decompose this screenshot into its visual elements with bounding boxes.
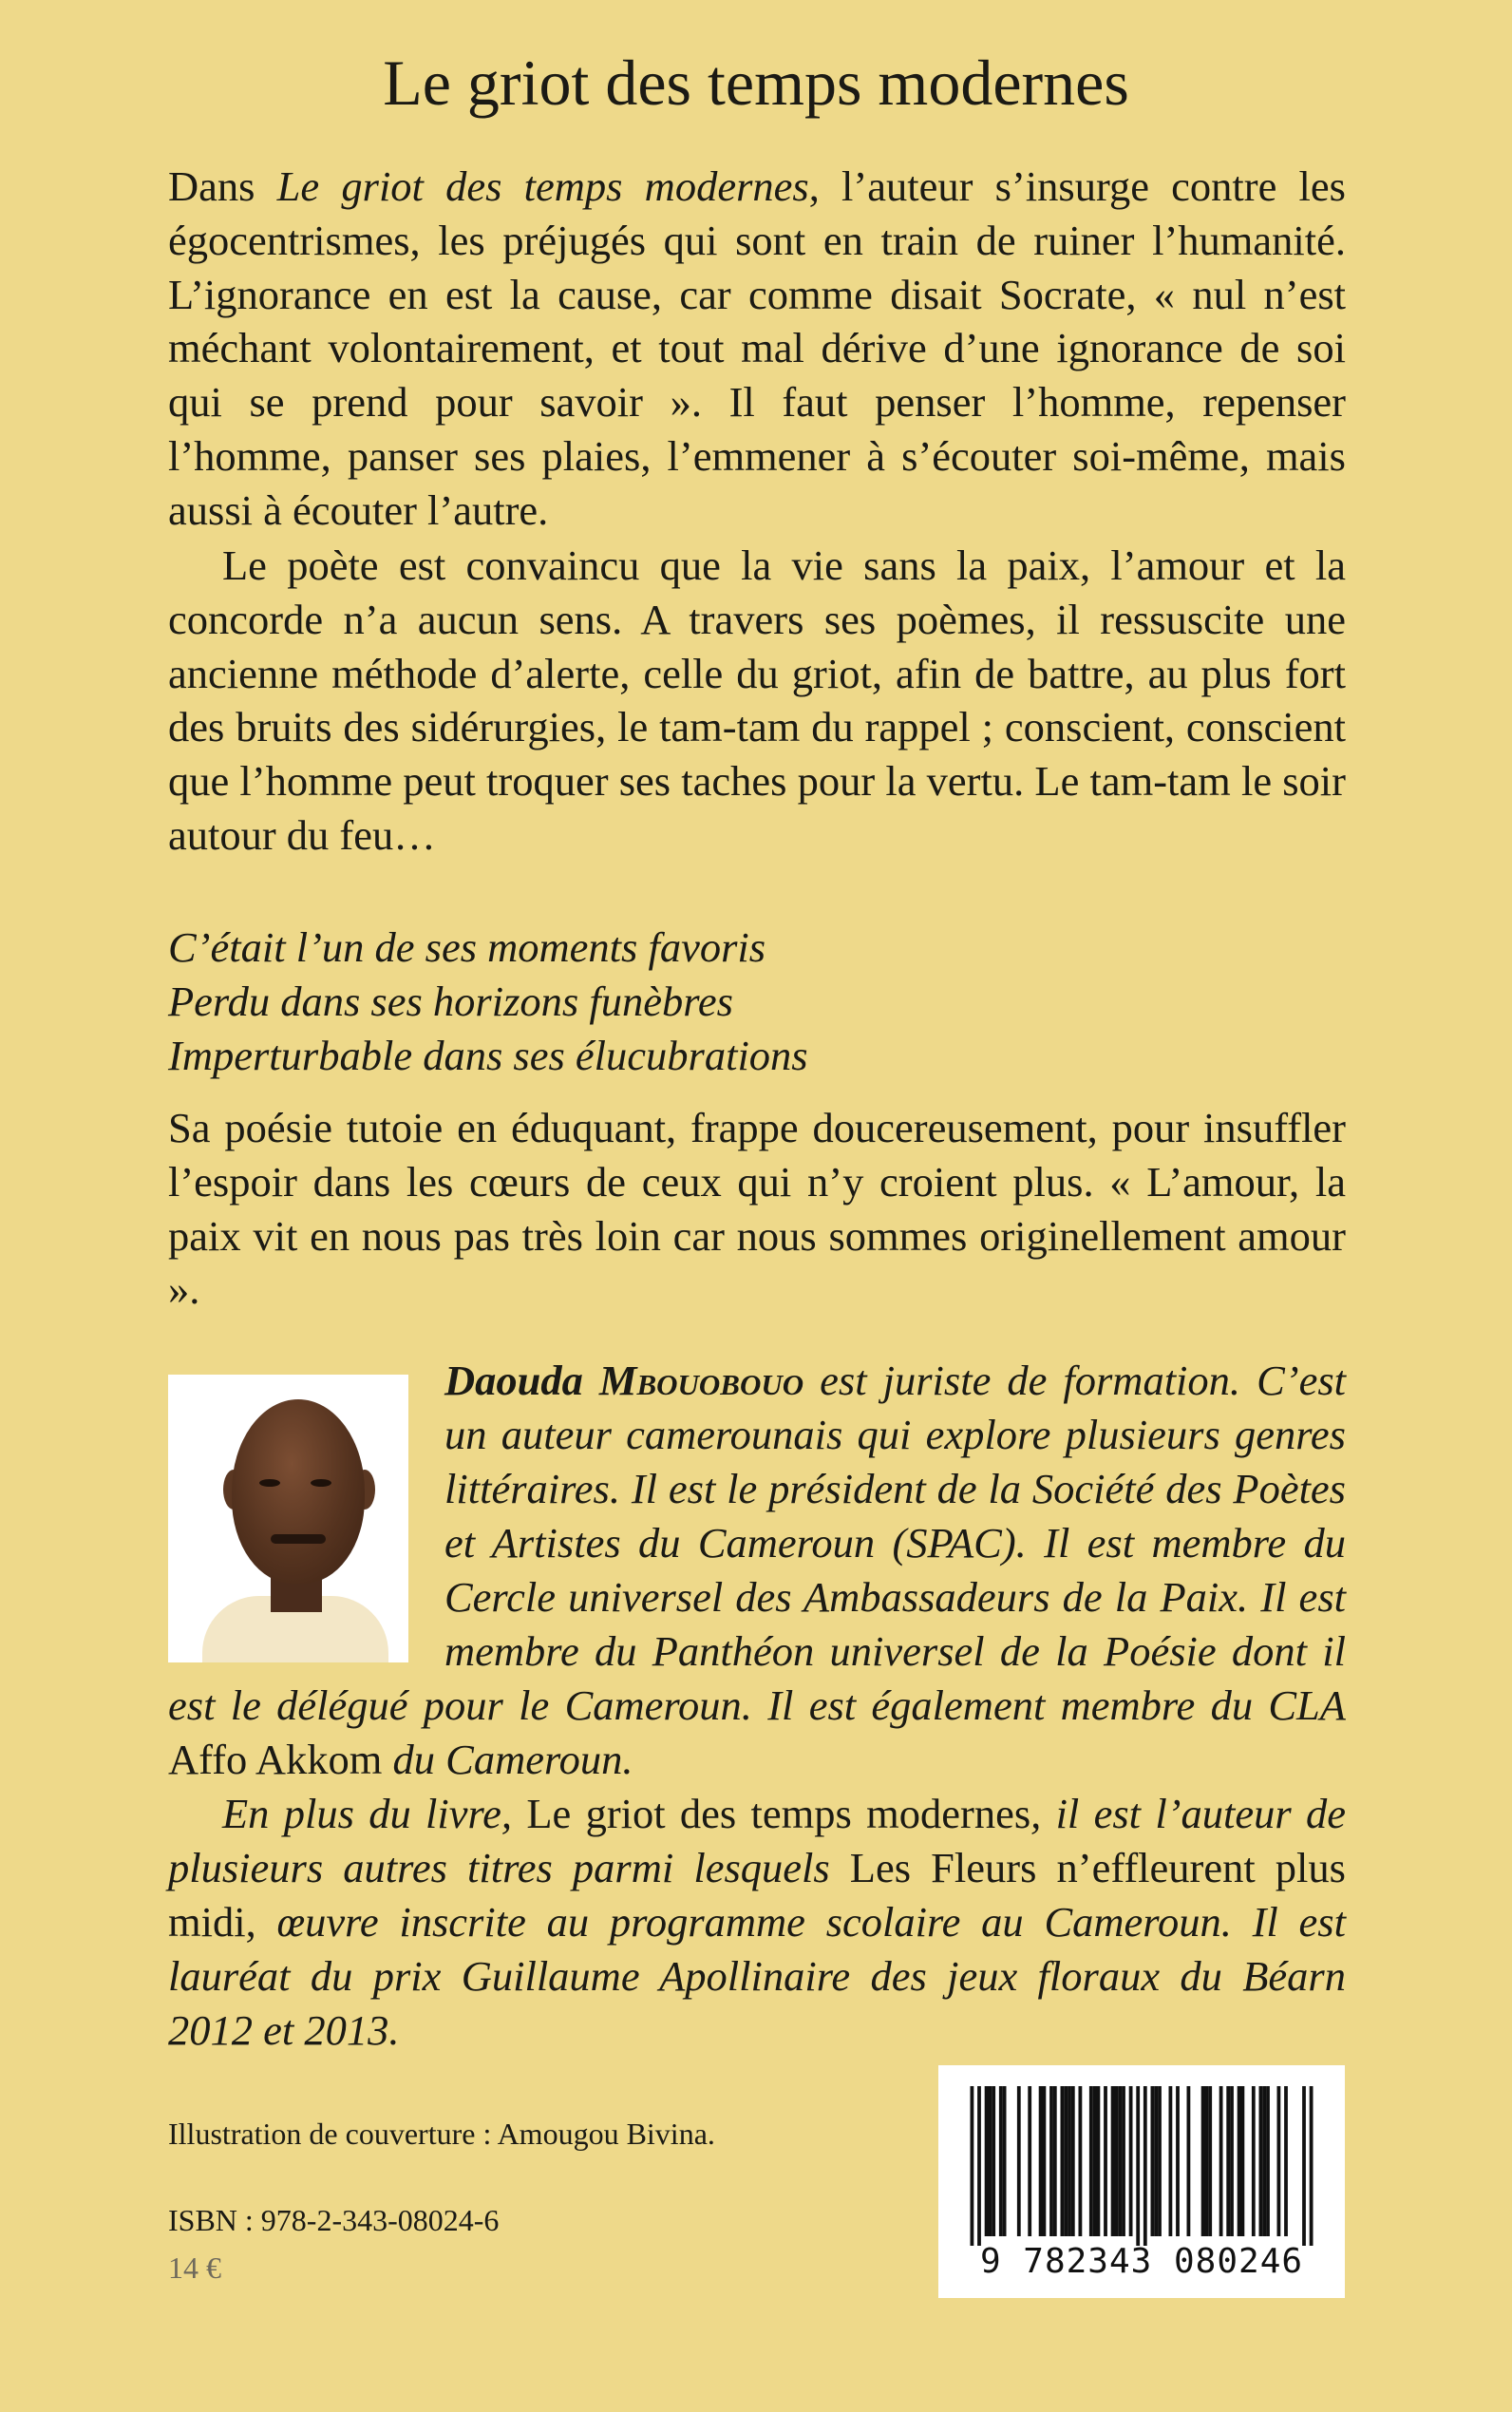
barcode-bar <box>1302 2086 1306 2246</box>
bio-p2-b: , il est l’auteur de plusieurs autres titres parmi lesquels <box>168 1790 1346 1891</box>
isbn: ISBN : 978-2-343-08024-6 <box>168 2203 500 2237</box>
barcode-bar <box>1205 2086 1209 2236</box>
barcode-bar <box>1097 2086 1101 2236</box>
barcode-bar <box>1154 2086 1158 2236</box>
barcode-bar <box>1118 2086 1122 2236</box>
paragraph-lead: Dans <box>168 162 277 210</box>
barcode-bar <box>1277 2086 1281 2236</box>
barcode-bar <box>1079 2086 1083 2236</box>
author-bio <box>168 1354 1346 2058</box>
bio-p2-title2: Les Fleurs n’effleurent plus midi, <box>168 1844 1346 1946</box>
bio-p2-c: œuvre inscrite au programme scolaire au Cameroun. Il est lauréat du prix Guillaume Apollinaire des jeux floraux du Béarn 2012 et 2013. <box>168 1898 1346 2054</box>
barcode-bar <box>992 2086 995 2236</box>
barcode-bar <box>1252 2086 1256 2236</box>
barcode-bar <box>1201 2086 1205 2236</box>
barcode-bar <box>977 2086 981 2246</box>
barcode-bar <box>1003 2086 1007 2236</box>
barcode-bar <box>989 2086 992 2236</box>
barcode-bar <box>1310 2086 1314 2246</box>
barcode-bar <box>1226 2086 1230 2236</box>
barcode <box>938 2065 1345 2298</box>
summary-paragraph-1 <box>168 160 1346 538</box>
cover-credit: Illustration de couverture : Amougou Bivina. <box>168 2117 715 2151</box>
paragraph-3-text: Sa poésie tutoie en éduquant, frappe doucereusement, pour insuffler l’espoir dans les cœurs de ceux qui n’y croient plus. « L’amour, la paix vit en nous pas très loin car nous sommes originellement amour ». <box>168 1104 1346 1314</box>
barcode-bar <box>1053 2086 1057 2236</box>
author-first-name: Daouda <box>444 1357 583 1404</box>
barcode-bar <box>1017 2086 1021 2236</box>
book-title: Le griot des temps modernes <box>383 47 1129 119</box>
barcode-bar <box>1151 2086 1155 2236</box>
barcode-bar <box>1284 2086 1288 2236</box>
barcode-bar <box>971 2086 974 2246</box>
barcode-bar <box>1104 2086 1107 2236</box>
barcode-bar <box>1259 2086 1263 2236</box>
barcode-bar <box>1241 2086 1245 2236</box>
author-photo <box>168 1375 408 1662</box>
bio-p2-title1: Le griot des temps modernes <box>526 1790 1031 1837</box>
barcode-bar <box>999 2086 1003 2236</box>
verse-line: Perdu dans ses horizons funèbres <box>168 978 733 1025</box>
verse-line: Imperturbable dans ses élucubrations <box>168 1032 808 1079</box>
summary-paragraph-3 <box>168 1101 1346 1317</box>
poem-excerpt <box>168 921 808 1083</box>
barcode-bar <box>1039 2086 1043 2236</box>
barcode-bar <box>1143 2086 1147 2246</box>
barcode-bar <box>1093 2086 1097 2236</box>
bio-text-a: est juriste de formation. C’est un auteur camerounais qui explore plusieurs genres littéraires. Il est le président de la Société des Poètes et Artistes du Cameroun (SPAC). Il est membre du Cercle universel des Ambassadeurs de la Paix. Il est membre du Panthéon universel de la Poésie dont il est le délégué pour le Cameroun. Il est également membre du CLA <box>168 1357 1346 1729</box>
barcode-bar <box>1089 2086 1093 2236</box>
paragraph-rest: , l’auteur s’insurge contre les égocentrismes, les préjugés qui sont en train de ruiner l’humanité. L’ignorance en est la cause, car comme disait Socrate, « nul n’est méchant volontairement, et tout mal dérive d’une ignorance de soi qui se prend pour savoir ». Il faut penser l’homme, repenser l’homme, panser ses plaies, l’emmener à s’écouter soi-même, mais aussi à écouter l’autre. <box>168 162 1346 534</box>
barcode-bar <box>985 2086 989 2236</box>
barcode-bar <box>1136 2086 1140 2246</box>
barcode-bar <box>1187 2086 1191 2236</box>
verse-line: C’était l’un de ses moments favoris <box>168 923 766 971</box>
price: 14 € <box>168 2251 221 2285</box>
bio-text-b: du Cameroun. <box>382 1736 633 1783</box>
barcode-bar <box>1111 2086 1115 2236</box>
barcode-bar <box>1049 2086 1053 2236</box>
barcode-bar <box>1176 2086 1180 2236</box>
bio-cla-name: Affo Akkom <box>168 1736 383 1783</box>
barcode-bar <box>1208 2086 1212 2236</box>
barcode-bar <box>1219 2086 1223 2236</box>
barcode-bar <box>1169 2086 1173 2236</box>
barcode-bar <box>1028 2086 1031 2236</box>
barcode-bar <box>1071 2086 1075 2236</box>
barcode-bar <box>1122 2086 1125 2236</box>
barcode-bar <box>1064 2086 1068 2236</box>
paragraph-2-text: Le poète est convaincu que la vie sans la paix, l’amour et la concorde n’a aucun sens. A travers ses poèmes, il ressuscite une ancienne méthode d’alerte, celle du griot, afin de battre, au plus fort des bruits des sidérurgies, le tam-tam du rappel ; conscient, conscient que l’homme peut troquer ses taches pour la vertu. Le tam-tam le soir autour du feu… <box>168 541 1346 859</box>
barcode-digits: 9 782343 080246 <box>979 2242 1304 2281</box>
barcode-bar <box>1115 2086 1119 2236</box>
barcode-bar <box>1061 2086 1065 2236</box>
barcode-bar <box>1068 2086 1071 2236</box>
summary-paragraph-2 <box>168 539 1346 863</box>
barcode-bar <box>1158 2086 1162 2236</box>
barcode-bar <box>1238 2086 1241 2236</box>
barcode-bar <box>1129 2086 1133 2236</box>
inline-book-title: Le griot des temps modernes <box>276 162 809 210</box>
barcode-bars <box>938 2065 1345 2246</box>
author-last-name: Mbouobouo <box>598 1357 804 1404</box>
barcode-bar <box>1266 2086 1270 2236</box>
bio-p2-a: En plus du livre, <box>222 1790 527 1837</box>
barcode-bar <box>1262 2086 1266 2236</box>
barcode-bar <box>1043 2086 1047 2236</box>
bio-paragraph-2 <box>168 1787 1346 2058</box>
barcode-bar <box>1230 2086 1234 2236</box>
